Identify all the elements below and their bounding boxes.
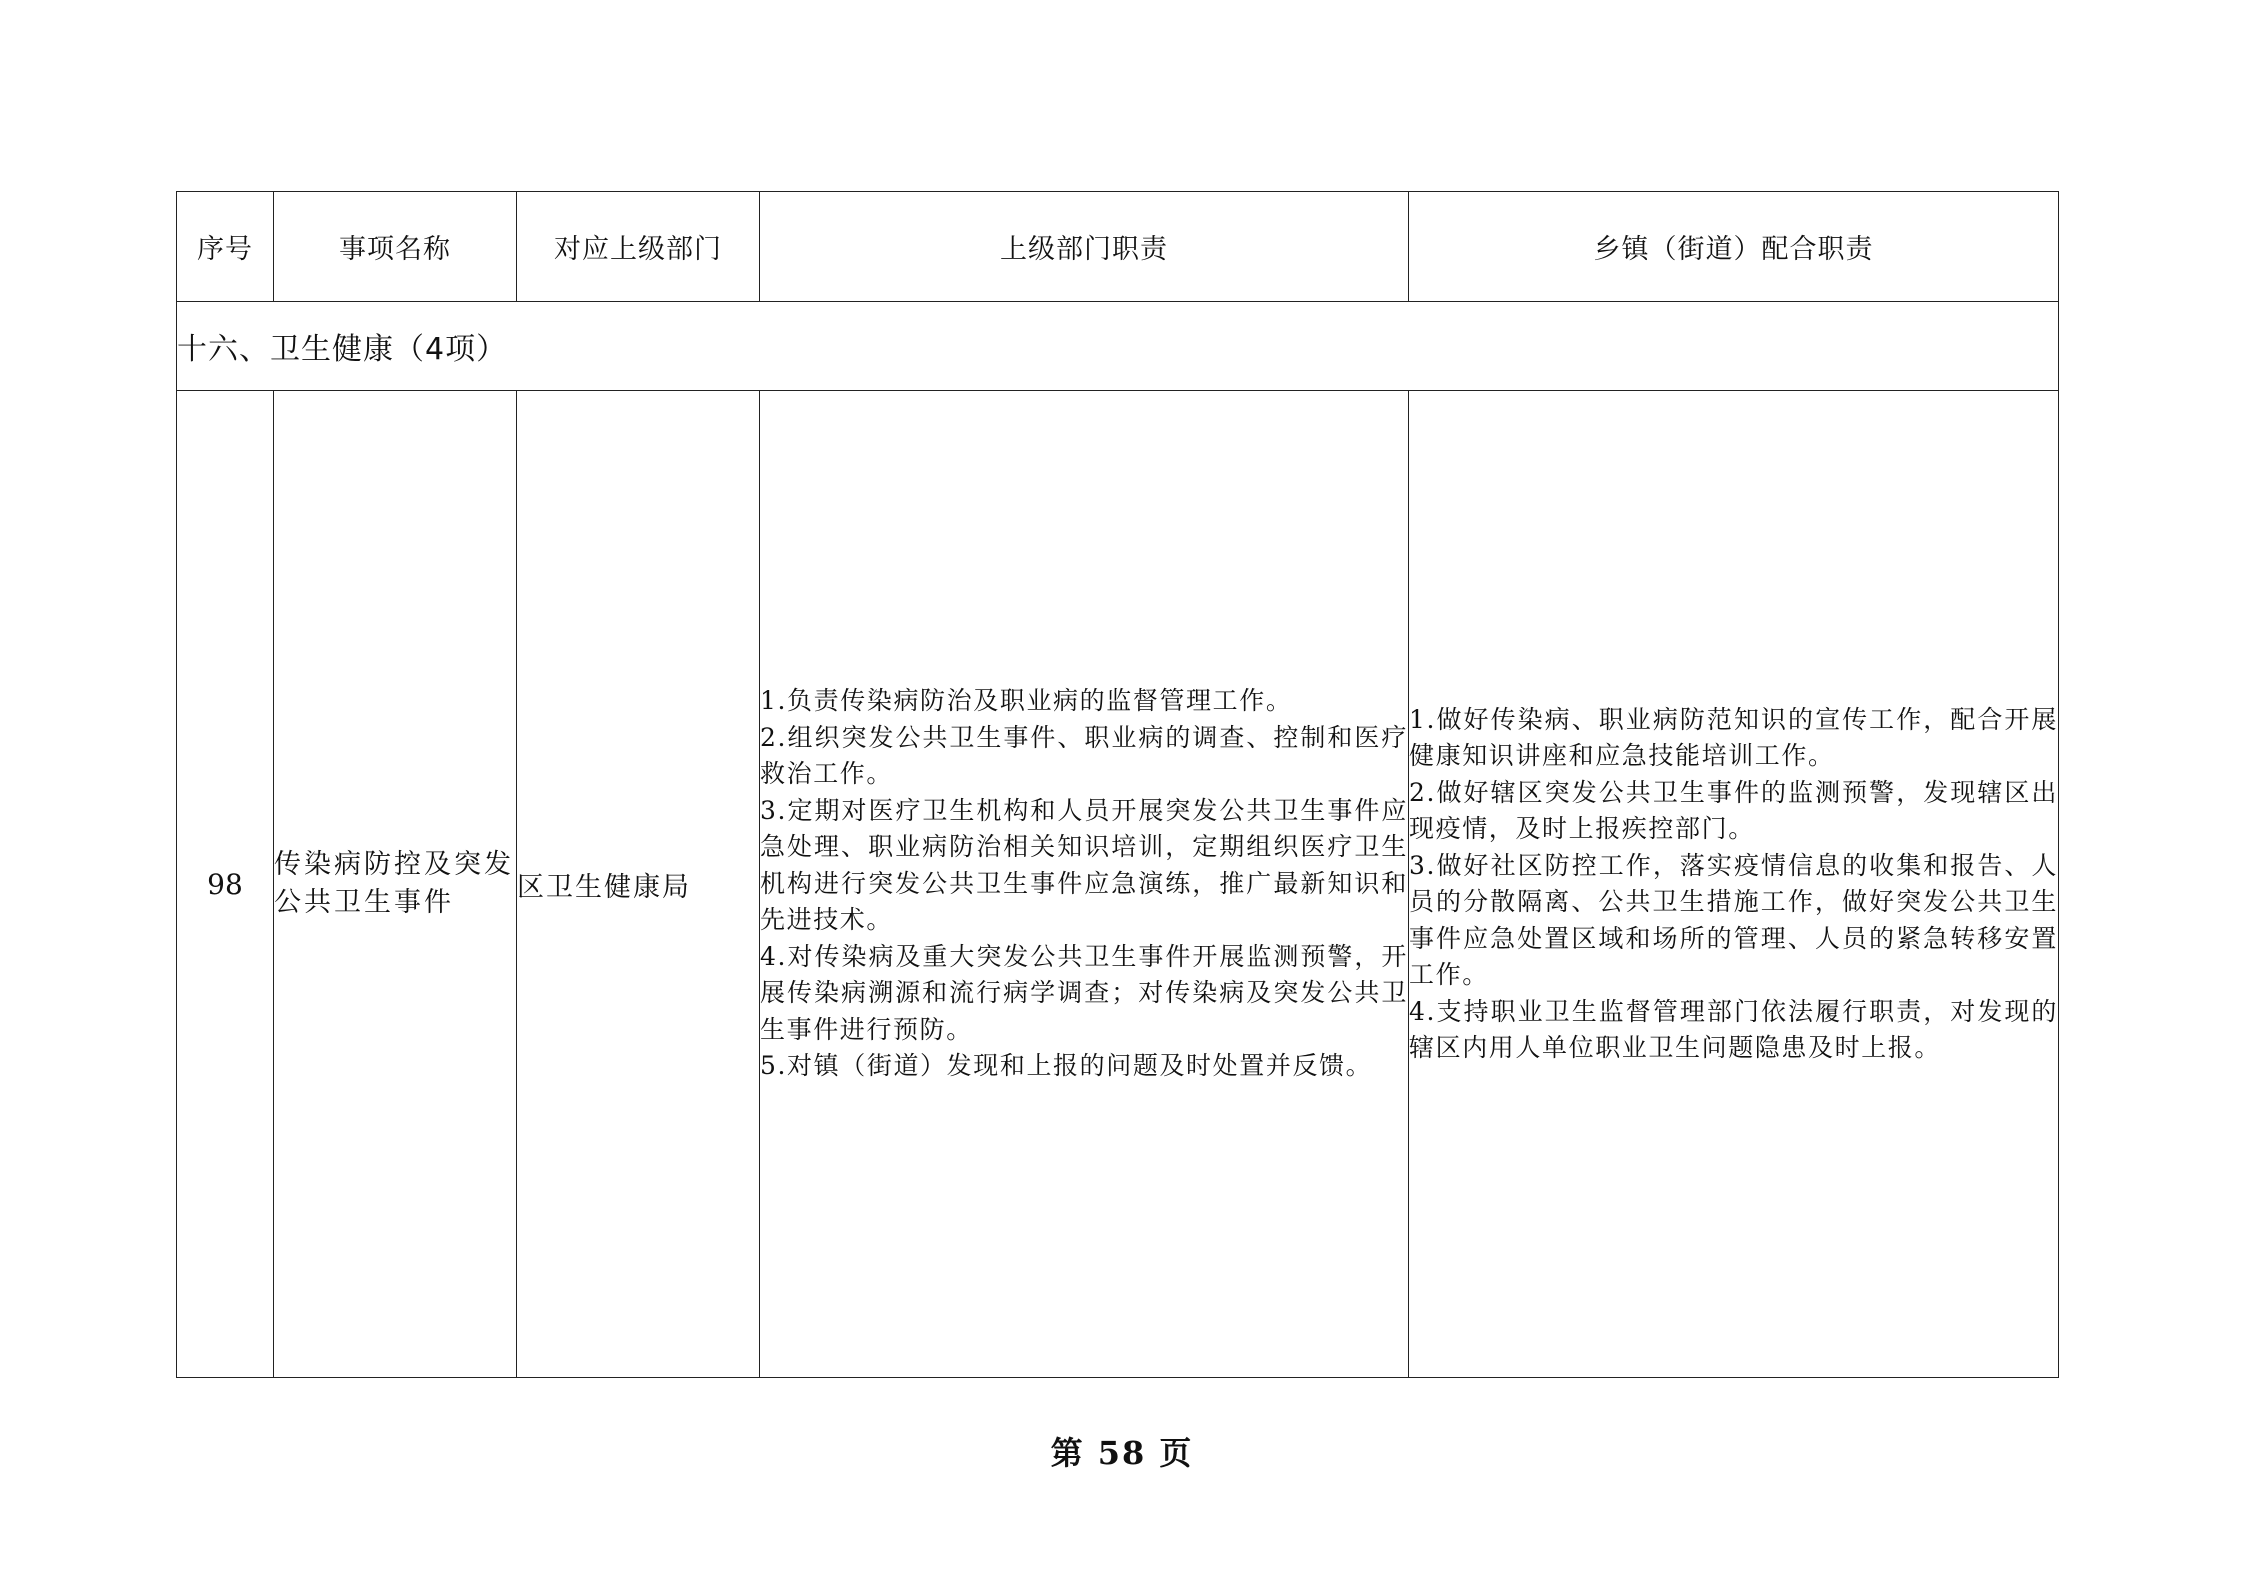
header-upper-duty: 上级部门职责	[760, 192, 1409, 302]
header-town-duty: 乡镇（街道）配合职责	[1409, 192, 2059, 302]
upper-duty-item: 2.组织突发公共卫生事件、职业病的调查、控制和医疗救治工作。	[760, 722, 1408, 789]
table-header-row	[177, 192, 2059, 302]
table-row	[177, 391, 2059, 1378]
header-upper-dept: 对应上级部门	[517, 192, 760, 302]
section-title: 十六、卫生健康（4项）	[177, 302, 2059, 391]
row-upper-duty	[760, 391, 1409, 1378]
section-row	[177, 302, 2059, 391]
town-duty-item: 3.做好社区防控工作，落实疫情信息的收集和报告、人员的分散隔离、公共卫生措施工作，做好突发公共卫生事件应急处置区域和场所的管理、人员的紧急转移安置工作。	[1409, 850, 2058, 989]
row-upper-dept: 区卫生健康局	[517, 391, 760, 1378]
upper-duty-item: 3.定期对医疗卫生机构和人员开展突发公共卫生事件应急处理、职业病防治相关知识培训，定期组织医疗卫生机构进行突发公共卫生事件应急演练，推广最新知识和先进技术。	[760, 795, 1408, 935]
row-town-duty	[1409, 391, 2059, 1378]
header-seq: 序号	[177, 192, 274, 302]
header-item-name: 事项名称	[274, 192, 517, 302]
row-item-name: 传染病防控及突发公共卫生事件	[274, 391, 517, 1378]
town-duty-item: 1.做好传染病、职业病防范知识的宣传工作，配合开展健康知识讲座和应急技能培训工作。	[1409, 704, 2058, 770]
upper-duty-item: 4.对传染病及重大突发公共卫生事件开展监测预警，开展传染病溯源和流行病学调查；对传染病及突发公共卫生事件进行预防。	[760, 941, 1408, 1044]
upper-duty-item: 1.负责传染病防治及职业病的监督管理工作。	[760, 686, 1293, 716]
town-duty-item: 2.做好辖区突发公共卫生事件的监测预警，发现辖区出现疫情，及时上报疾控部门。	[1409, 777, 2058, 843]
town-duty-item: 4.支持职业卫生监督管理部门依法履行职责，对发现的辖区内用人单位职业卫生问题隐患及时上报。	[1409, 996, 2058, 1062]
upper-duty-item: 5.对镇（街道）发现和上报的问题及时处置并反馈。	[760, 1051, 1373, 1081]
duty-table	[176, 191, 2059, 1378]
page-number: 第 58 页	[1050, 1434, 1194, 1472]
row-seq: 98	[177, 391, 274, 1378]
